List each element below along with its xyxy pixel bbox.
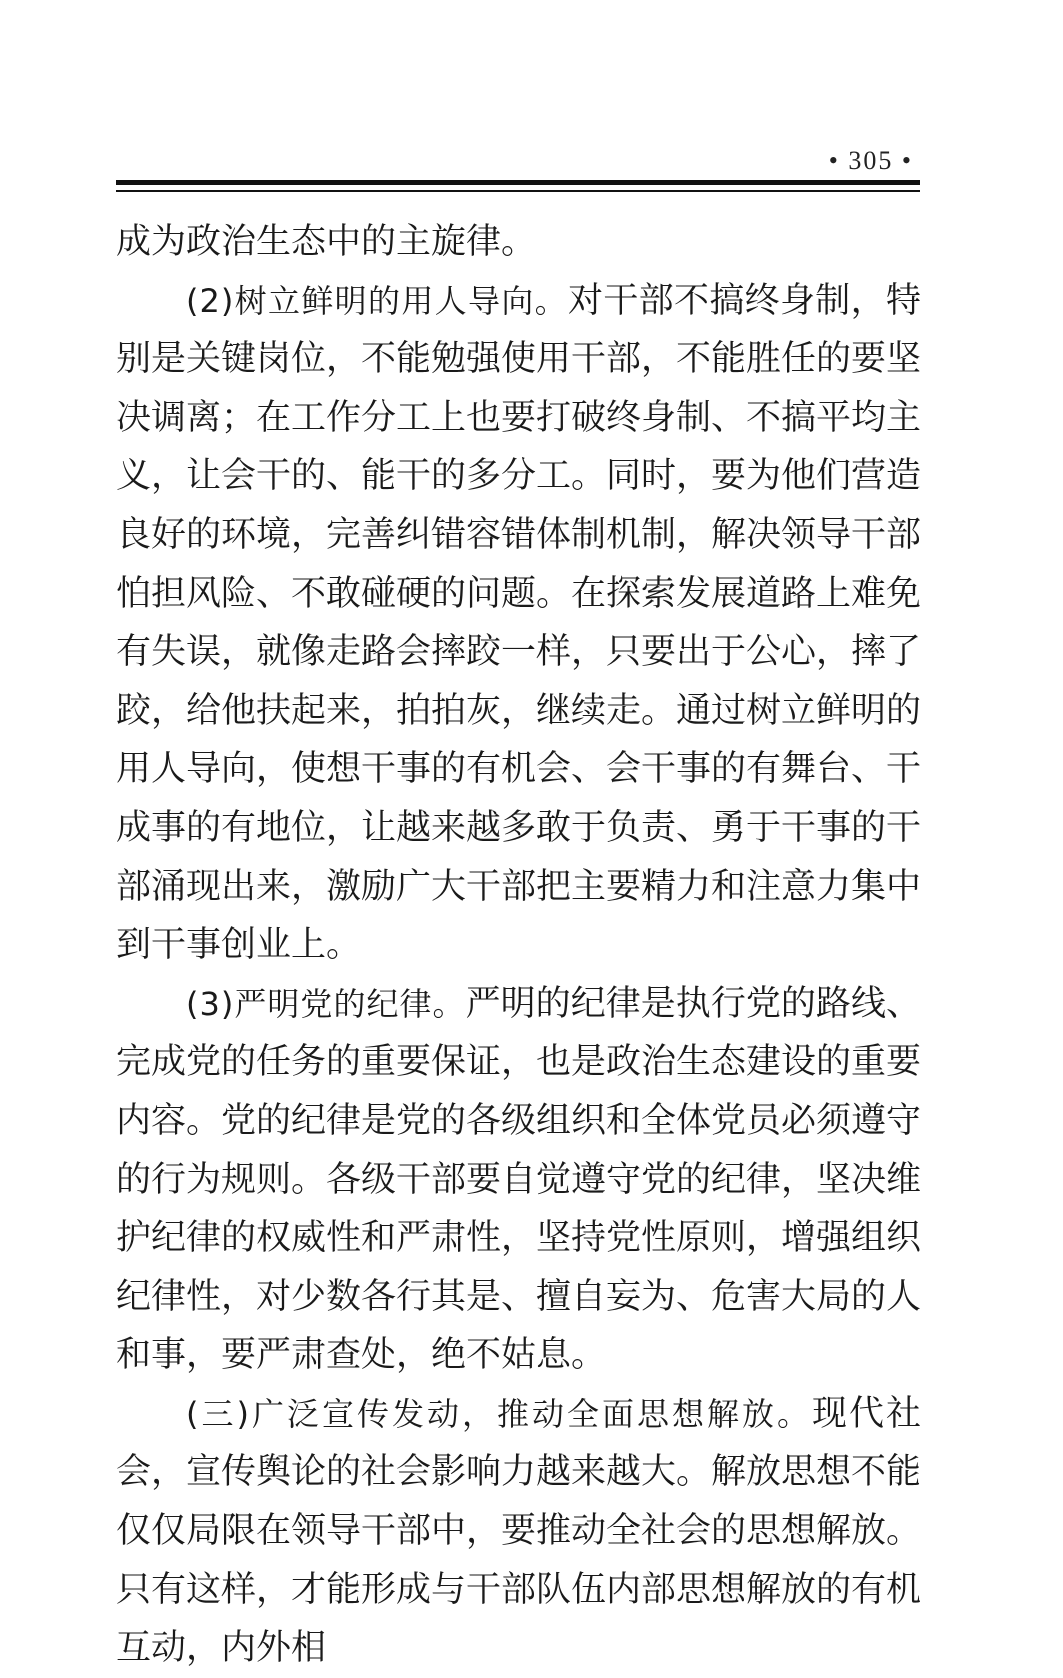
paragraph bbox=[116, 213, 921, 272]
paragraph-text: 成为政治生态中的主旋律。 bbox=[116, 222, 537, 262]
paragraph-heading: (2)树立鲜明的用人导向。 bbox=[186, 281, 568, 320]
header-rule-thick bbox=[116, 180, 920, 185]
header-rule-thin bbox=[116, 190, 920, 192]
paragraph-text: 严明的纪律是执行党的路线、完成党的任务的重要保证，也是政治生态建设的重要内容。党的纪律是党的各级组织和全体党员必须遵守的行为规则。各级干部要自觉遵守党的纪律，坚决维护纪律的权威性和严肃性，坚持党性原则，增强组织纪律性，对少数各行其是、擅自妄为、危害大局的人和事，要严肃查处，绝不姑息。 bbox=[116, 983, 922, 1376]
paragraph bbox=[116, 975, 921, 1385]
body-text bbox=[116, 213, 921, 1678]
page-number: • 305 • bbox=[828, 146, 913, 175]
paragraph-heading: (三)广泛宣传发动，推动全面思想解放。 bbox=[186, 1394, 812, 1433]
paragraph bbox=[116, 272, 921, 975]
paragraph bbox=[116, 1385, 921, 1678]
paragraph-heading: (3)严明党的纪律。 bbox=[186, 984, 466, 1023]
paragraph-text: 对干部不搞终身制，特别是关键岗位，不能勉强使用干部，不能胜任的要坚决调离；在工作分工上也要打破终身制、不搞平均主义，让会干的、能干的多分工。同时，要为他们营造良好的环境，完善纠错容错体制机制，解决领导干部怕担风险、不敢碰硬的问题。在探索发展道路上难免有失误，就像走路会摔跤一样，只要出于公心，摔了跤，给他扶起来，拍拍灰，继续走。通过树立鲜明的用人导向，使想干事的有机会、会干事的有舞台、干成事的有地位，让越来越多敢于负责、勇于干事的干部涌现出来，激励广大干部把主要精力和注意力集中到干事创业上。 bbox=[116, 280, 922, 966]
paragraph-text: 现代社会，宣传舆论的社会影响力越来越大。解放思想不能仅仅局限在领导干部中，要推动全社会的思想解放。只有这样，才能形成与干部队伍内部思想解放的有机互动，内外相 bbox=[116, 1393, 922, 1669]
